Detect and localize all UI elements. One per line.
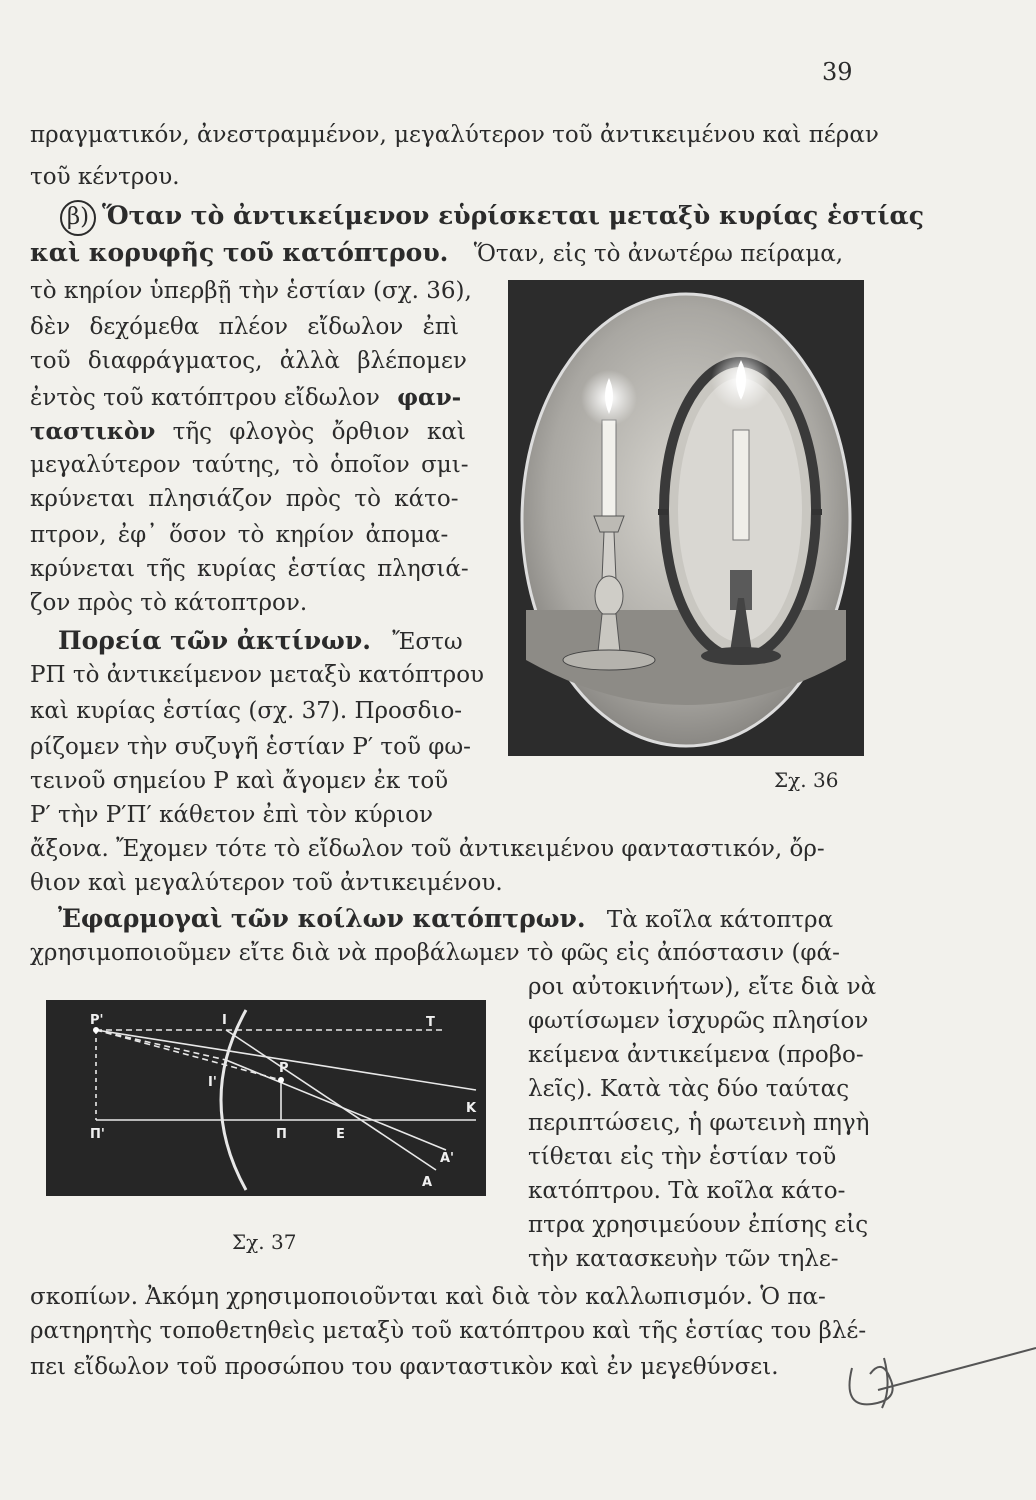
section-b-heading-part2: καὶ κορυφῆς τοῦ κατόπτρου. — [30, 238, 449, 267]
fig37-label-a: Α — [422, 1175, 433, 1190]
figure-37-ray-diagram — [46, 1000, 486, 1196]
applications-line-8: τίθεται εἰς τὴν ἑστίαν τοῦ — [528, 1144, 837, 1170]
section-b-line-5 — [30, 420, 466, 444]
applications-heading: Ἐφαρμογαὶ τῶν κοίλων κατόπτρων. — [58, 904, 586, 933]
section-b-line-3: τοῦ διαφράγματος, ἀλλὰ βλέπομεν — [30, 348, 467, 374]
section-b-heading-line2 — [30, 240, 843, 266]
section-b-line-8: πτρον, ἐφ᾽ ὅσον τὸ κηρίον ἀπομα- — [30, 522, 449, 548]
section-b-line-5-text: τῆς φλογὸς ὄρθιον καὶ — [172, 419, 466, 445]
rays-line-6: Ρ′ τὴν Ρ′Π′ κάθετον ἐπὶ τὸν κύριον — [30, 802, 434, 828]
fig37-label-i: Ι — [222, 1013, 227, 1028]
text-line-1 — [30, 122, 879, 148]
fig37-label-i-prime: Ι' — [208, 1075, 217, 1090]
text-line-2: τοῦ κέντρου. — [30, 164, 180, 190]
figure-36-illustration — [508, 280, 864, 756]
rays-line-7: ἄξονα. Ἔχομεν τότε τὸ εἴδωλον τοῦ ἀντικειμένου φανταστικόν, ὄρ- — [30, 836, 825, 862]
fig37-label-t: Τ — [426, 1015, 435, 1030]
section-b-line-4-text: ἐντὸς τοῦ κατόπτρου εἴδωλον — [30, 385, 380, 411]
applications-line-13: ρατηρητὴς τοποθετηθεὶς μεταξὺ τοῦ κατόπτρου καὶ τῆς ἑστίας του βλέ- — [30, 1318, 867, 1344]
section-b-heading-part1: Ὅταν τὸ ἀντικείμενον εὑρίσκεται μεταξὺ κυρίας ἑστίας — [102, 201, 924, 230]
applications-line-6: λεῖς). Κατὰ τὰς δύο ταύτας — [528, 1076, 850, 1102]
rays-line-4: ρίζομεν τὴν συζυγῆ ἑστίαν Ρ′ τοῦ φω- — [30, 734, 471, 760]
figure-37-illustration — [46, 1000, 486, 1196]
applications-line-5: κείμενα ἀντικείμενα (προβο- — [528, 1042, 864, 1068]
section-b-marker: β) — [60, 200, 96, 236]
section-b-line-4 — [30, 386, 461, 410]
applications-line-12: σκοπίων. Ἀκόμη χρησιμοποιοῦνται καὶ διὰ τὸν καλλωπισμόν. Ὁ πα- — [30, 1284, 826, 1310]
section-b-heading-tail: Ὅταν, εἰς τὸ ἀνωτέρω πείραμα, — [473, 241, 844, 267]
rays-line-5: τεινοῦ σημείου Ρ καὶ ἄγομεν ἐκ τοῦ — [30, 768, 449, 794]
section-b-line-1: τὸ κηρίον ὑπερβῇ τὴν ἑστίαν (σχ. 36), — [30, 278, 472, 304]
fig37-label-k: Κ — [466, 1101, 477, 1116]
fig37-label-pi-prime: Π' — [90, 1127, 105, 1142]
applications-line-9: κατόπτρου. Τὰ κοῖλα κάτο- — [528, 1178, 846, 1204]
applications-line-1: Τὰ κοῖλα κάτοπτρα — [606, 907, 834, 933]
rays-line-3: καὶ κυρίας ἑστίας (σχ. 37). Προσδιο- — [30, 698, 463, 724]
fig37-label-p-prime: Ρ' — [90, 1013, 104, 1028]
rays-heading-line — [58, 628, 463, 654]
section-b-line-7: κρύνεται πλησιάζον πρὸς τὸ κάτο- — [30, 486, 459, 512]
applications-line-10: πτρα χρησιμεύουν ἐπίσης εἰς — [528, 1212, 869, 1238]
fig37-label-pi: Π — [276, 1127, 287, 1142]
rays-heading: Πορεία τῶν ἀκτίνων. — [58, 626, 371, 655]
section-b-line-9: κρύνεται τῆς κυρίας ἑστίας πλησιά- — [30, 556, 469, 582]
section-b-line-10: ζον πρὸς τὸ κάτοπτρον. — [30, 590, 308, 616]
figure-36-caption: Σχ. 36 — [774, 768, 839, 792]
applications-line-4: φωτίσωμεν ἰσχυρῶς πλησίον — [528, 1008, 869, 1034]
applications-heading-line — [58, 906, 833, 932]
section-b-line-2: δὲν δεχόμεθα πλέον εἴδωλον ἐπὶ — [30, 314, 460, 340]
section-b-line-6: μεγαλύτερον ταύτης, τὸ ὁποῖον σμι- — [30, 452, 469, 478]
section-b-heading-line1 — [60, 200, 924, 236]
figure-37-caption: Σχ. 37 — [232, 1230, 297, 1254]
rays-line-1: Ἔστω — [392, 629, 463, 655]
figure-36-candle-mirror — [508, 280, 864, 756]
applications-line-3: ροι αὐτοκινήτων), εἴτε διὰ νὰ — [528, 974, 877, 1000]
fig37-label-p: Ρ — [279, 1061, 289, 1076]
section-b-bold-fant2: ταστικὸν — [30, 418, 156, 445]
fig37-label-a-prime: Α' — [440, 1151, 455, 1166]
section-b-bold-fant1: φαν- — [397, 384, 462, 411]
rays-line-2: ΡΠ τὸ ἀντικείμενον μεταξὺ κατόπτρου — [30, 662, 485, 688]
rays-line-8: θιον καὶ μεγαλύτερον τοῦ ἀντικειμένου. — [30, 870, 503, 896]
page-number: 39 — [822, 58, 853, 86]
applications-line-2: χρησιμοποιοῦμεν εἴτε διὰ νὰ προβάλωμεν τὸ φῶς εἰς ἀπόστασιν (φά- — [30, 940, 840, 966]
applications-line-14: πει εἴδωλον τοῦ προσώπου του φανταστικὸν καὶ ἐν μεγεθύνσει. — [30, 1354, 779, 1380]
handwritten-mark — [812, 1338, 1036, 1418]
text-line-1-content: πραγματικόν, ἀνεστραμμένον, μεγαλύτερον τοῦ ἀντικειμένου καὶ πέραν — [30, 122, 879, 148]
applications-line-7: περιπτώσεις, ἡ φωτεινὴ πηγὴ — [528, 1110, 870, 1136]
fig37-label-e: Ε — [336, 1127, 345, 1142]
applications-line-11: τὴν κατασκευὴν τῶν τηλε- — [528, 1246, 839, 1272]
